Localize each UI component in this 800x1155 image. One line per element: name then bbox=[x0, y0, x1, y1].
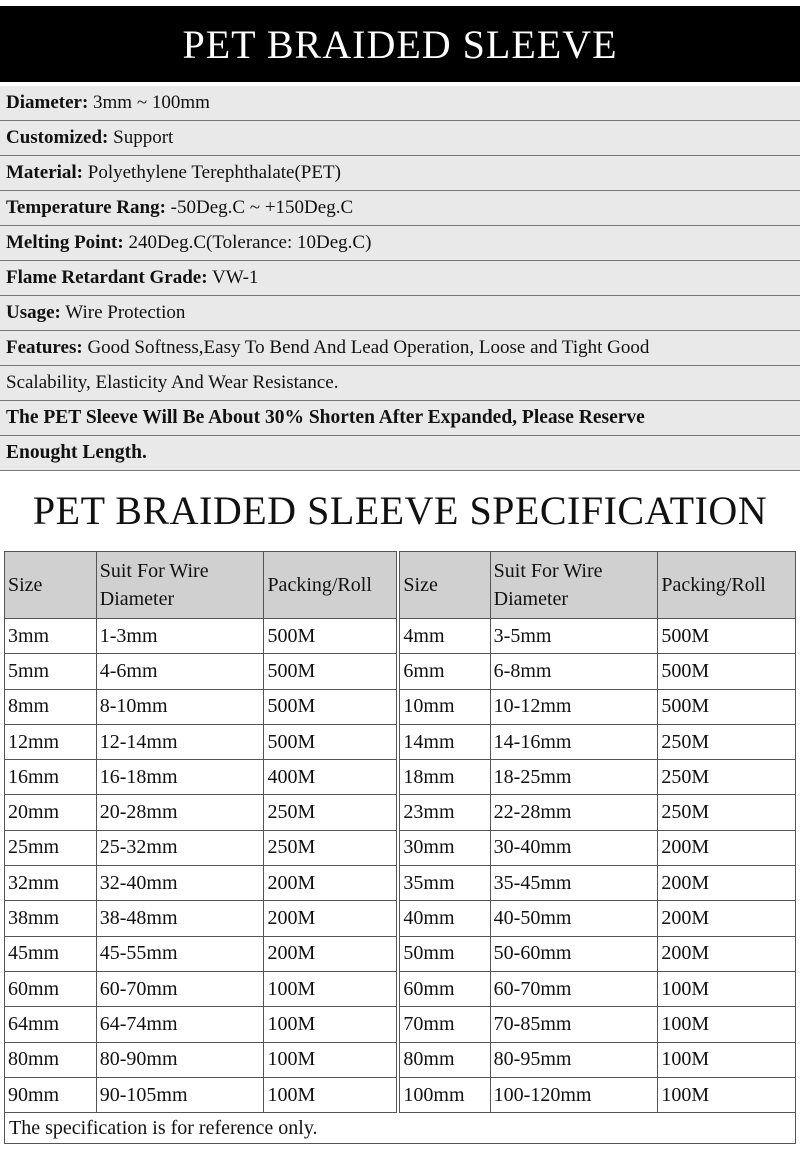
wire-range-cell: 12-14mm bbox=[96, 724, 264, 759]
wire-range-cell: 50-60mm bbox=[490, 936, 658, 971]
packing-cell: 200M bbox=[658, 866, 796, 901]
size-cell: 70mm bbox=[398, 1007, 490, 1042]
size-cell: 20mm bbox=[5, 795, 97, 830]
spec-table-wrapper bbox=[0, 551, 800, 1113]
packing-cell: 200M bbox=[264, 866, 398, 901]
page-banner bbox=[0, 6, 800, 82]
packing-cell: 100M bbox=[658, 1042, 796, 1077]
packing-cell: 200M bbox=[658, 936, 796, 971]
packing-cell: 250M bbox=[658, 724, 796, 759]
wire-range-cell: 8-10mm bbox=[96, 689, 264, 724]
property-label: Diameter: bbox=[6, 92, 89, 113]
wire-range-cell: 45-55mm bbox=[96, 936, 264, 971]
size-cell: 45mm bbox=[5, 936, 97, 971]
packing-cell: 100M bbox=[264, 1007, 398, 1042]
property-label: Usage: bbox=[6, 302, 61, 323]
size-cell: 60mm bbox=[5, 971, 97, 1006]
size-cell: 40mm bbox=[398, 901, 490, 936]
packing-cell: 200M bbox=[264, 901, 398, 936]
size-cell: 80mm bbox=[5, 1042, 97, 1077]
size-cell: 6mm bbox=[398, 654, 490, 689]
features-label: Features: bbox=[6, 337, 83, 358]
size-cell: 25mm bbox=[5, 830, 97, 865]
spec-row bbox=[5, 901, 796, 936]
property-value: Wire Protection bbox=[60, 302, 186, 323]
size-cell: 23mm bbox=[398, 795, 490, 830]
shorten-note-row bbox=[0, 401, 800, 436]
header-packing: Packing/Roll bbox=[264, 552, 398, 619]
wire-range-cell: 70-85mm bbox=[490, 1007, 658, 1042]
header-size: Size bbox=[5, 552, 97, 619]
packing-cell: 400M bbox=[264, 760, 398, 795]
property-value: VW-1 bbox=[207, 267, 259, 288]
shorten-note-row-continued bbox=[0, 436, 800, 471]
packing-cell: 100M bbox=[264, 1077, 398, 1112]
size-cell: 14mm bbox=[398, 724, 490, 759]
size-cell: 35mm bbox=[398, 866, 490, 901]
size-cell: 12mm bbox=[5, 724, 97, 759]
wire-range-cell: 25-32mm bbox=[96, 830, 264, 865]
property-row bbox=[0, 296, 800, 331]
spec-row bbox=[5, 724, 796, 759]
spec-row bbox=[5, 1077, 796, 1112]
packing-cell: 200M bbox=[658, 901, 796, 936]
size-cell: 100mm bbox=[398, 1077, 490, 1112]
size-cell: 30mm bbox=[398, 830, 490, 865]
size-cell: 4mm bbox=[398, 619, 490, 654]
size-cell: 80mm bbox=[398, 1042, 490, 1077]
header-suit-for-wire: Suit For Wire Diameter bbox=[490, 552, 658, 619]
spec-row bbox=[5, 830, 796, 865]
packing-cell: 250M bbox=[264, 830, 398, 865]
shorten-note-line1: The PET Sleeve Will Be About 30% Shorten After Expanded, Please Reserve bbox=[6, 407, 645, 428]
property-label: Melting Point: bbox=[6, 232, 124, 253]
property-row bbox=[0, 191, 800, 226]
size-cell: 64mm bbox=[5, 1007, 97, 1042]
spec-table bbox=[4, 551, 796, 1113]
packing-cell: 200M bbox=[264, 936, 398, 971]
wire-range-cell: 20-28mm bbox=[96, 795, 264, 830]
property-label: Customized: bbox=[6, 127, 109, 148]
size-cell: 18mm bbox=[398, 760, 490, 795]
properties-list bbox=[0, 86, 800, 471]
property-row bbox=[0, 226, 800, 261]
spec-row bbox=[5, 971, 796, 1006]
banner-title: PET BRAIDED SLEEVE bbox=[182, 21, 618, 67]
header-size: Size bbox=[398, 552, 490, 619]
spec-row bbox=[5, 1007, 796, 1042]
property-value: Support bbox=[108, 127, 174, 148]
wire-range-cell: 90-105mm bbox=[96, 1077, 264, 1112]
wire-range-cell: 32-40mm bbox=[96, 866, 264, 901]
header-packing: Packing/Roll bbox=[658, 552, 796, 619]
size-cell: 16mm bbox=[5, 760, 97, 795]
property-row bbox=[0, 121, 800, 156]
wire-range-cell: 64-74mm bbox=[96, 1007, 264, 1042]
features-row-continued bbox=[0, 366, 800, 401]
spec-row bbox=[5, 619, 796, 654]
property-value: 240Deg.C(Tolerance: 10Deg.C) bbox=[123, 232, 372, 253]
wire-range-cell: 80-90mm bbox=[96, 1042, 264, 1077]
packing-cell: 250M bbox=[658, 795, 796, 830]
spec-row bbox=[5, 936, 796, 971]
property-value: -50Deg.C ~ +150Deg.C bbox=[165, 197, 354, 218]
size-cell: 10mm bbox=[398, 689, 490, 724]
property-label: Temperature Rang: bbox=[6, 197, 166, 218]
packing-cell: 500M bbox=[658, 654, 796, 689]
features-row bbox=[0, 331, 800, 366]
size-cell: 32mm bbox=[5, 866, 97, 901]
size-cell: 8mm bbox=[5, 689, 97, 724]
wire-range-cell: 4-6mm bbox=[96, 654, 264, 689]
wire-range-cell: 3-5mm bbox=[490, 619, 658, 654]
size-cell: 38mm bbox=[5, 901, 97, 936]
packing-cell: 100M bbox=[658, 971, 796, 1006]
wire-range-cell: 18-25mm bbox=[490, 760, 658, 795]
property-value: 3mm ~ 100mm bbox=[88, 92, 210, 113]
packing-cell: 250M bbox=[264, 795, 398, 830]
size-cell: 5mm bbox=[5, 654, 97, 689]
wire-range-cell: 30-40mm bbox=[490, 830, 658, 865]
property-row bbox=[0, 261, 800, 296]
spec-footnote: The specification is for reference only. bbox=[4, 1113, 796, 1144]
packing-cell: 100M bbox=[658, 1007, 796, 1042]
features-text-line1: Good Softness,Easy To Bend And Lead Operation, Loose and Tight Good bbox=[82, 337, 650, 358]
property-value: Polyethylene Terephthalate(PET) bbox=[83, 162, 341, 183]
spec-row bbox=[5, 795, 796, 830]
property-label: Flame Retardant Grade: bbox=[6, 267, 208, 288]
spec-row bbox=[5, 760, 796, 795]
property-label: Material: bbox=[6, 162, 84, 183]
wire-range-cell: 40-50mm bbox=[490, 901, 658, 936]
spec-row bbox=[5, 654, 796, 689]
packing-cell: 500M bbox=[658, 689, 796, 724]
size-cell: 50mm bbox=[398, 936, 490, 971]
spec-row bbox=[5, 866, 796, 901]
wire-range-cell: 16-18mm bbox=[96, 760, 264, 795]
packing-cell: 500M bbox=[658, 619, 796, 654]
features-text-line2: Scalability, Elasticity And Wear Resistance. bbox=[6, 372, 339, 393]
wire-range-cell: 38-48mm bbox=[96, 901, 264, 936]
size-cell: 3mm bbox=[5, 619, 97, 654]
wire-range-cell: 100-120mm bbox=[490, 1077, 658, 1112]
wire-range-cell: 6-8mm bbox=[490, 654, 658, 689]
size-cell: 60mm bbox=[398, 971, 490, 1006]
wire-range-cell: 10-12mm bbox=[490, 689, 658, 724]
size-cell: 90mm bbox=[5, 1077, 97, 1112]
spec-table-body bbox=[5, 619, 796, 1113]
property-row bbox=[0, 156, 800, 191]
wire-range-cell: 35-45mm bbox=[490, 866, 658, 901]
packing-cell: 250M bbox=[658, 760, 796, 795]
packing-cell: 100M bbox=[658, 1077, 796, 1112]
spec-row bbox=[5, 1042, 796, 1077]
wire-range-cell: 80-95mm bbox=[490, 1042, 658, 1077]
packing-cell: 100M bbox=[264, 971, 398, 1006]
header-suit-for-wire: Suit For Wire Diameter bbox=[96, 552, 264, 619]
wire-range-cell: 14-16mm bbox=[490, 724, 658, 759]
spec-header-row bbox=[5, 552, 796, 619]
shorten-note-line2: Enought Length. bbox=[6, 442, 147, 463]
packing-cell: 500M bbox=[264, 654, 398, 689]
wire-range-cell: 1-3mm bbox=[96, 619, 264, 654]
wire-range-cell: 22-28mm bbox=[490, 795, 658, 830]
wire-range-cell: 60-70mm bbox=[490, 971, 658, 1006]
packing-cell: 100M bbox=[264, 1042, 398, 1077]
packing-cell: 500M bbox=[264, 619, 398, 654]
spec-row bbox=[5, 689, 796, 724]
wire-range-cell: 60-70mm bbox=[96, 971, 264, 1006]
spec-title: PET BRAIDED SLEEVE SPECIFICATION bbox=[32, 488, 768, 533]
packing-cell: 500M bbox=[264, 689, 398, 724]
packing-cell: 200M bbox=[658, 830, 796, 865]
packing-cell: 500M bbox=[264, 724, 398, 759]
property-row bbox=[0, 86, 800, 121]
